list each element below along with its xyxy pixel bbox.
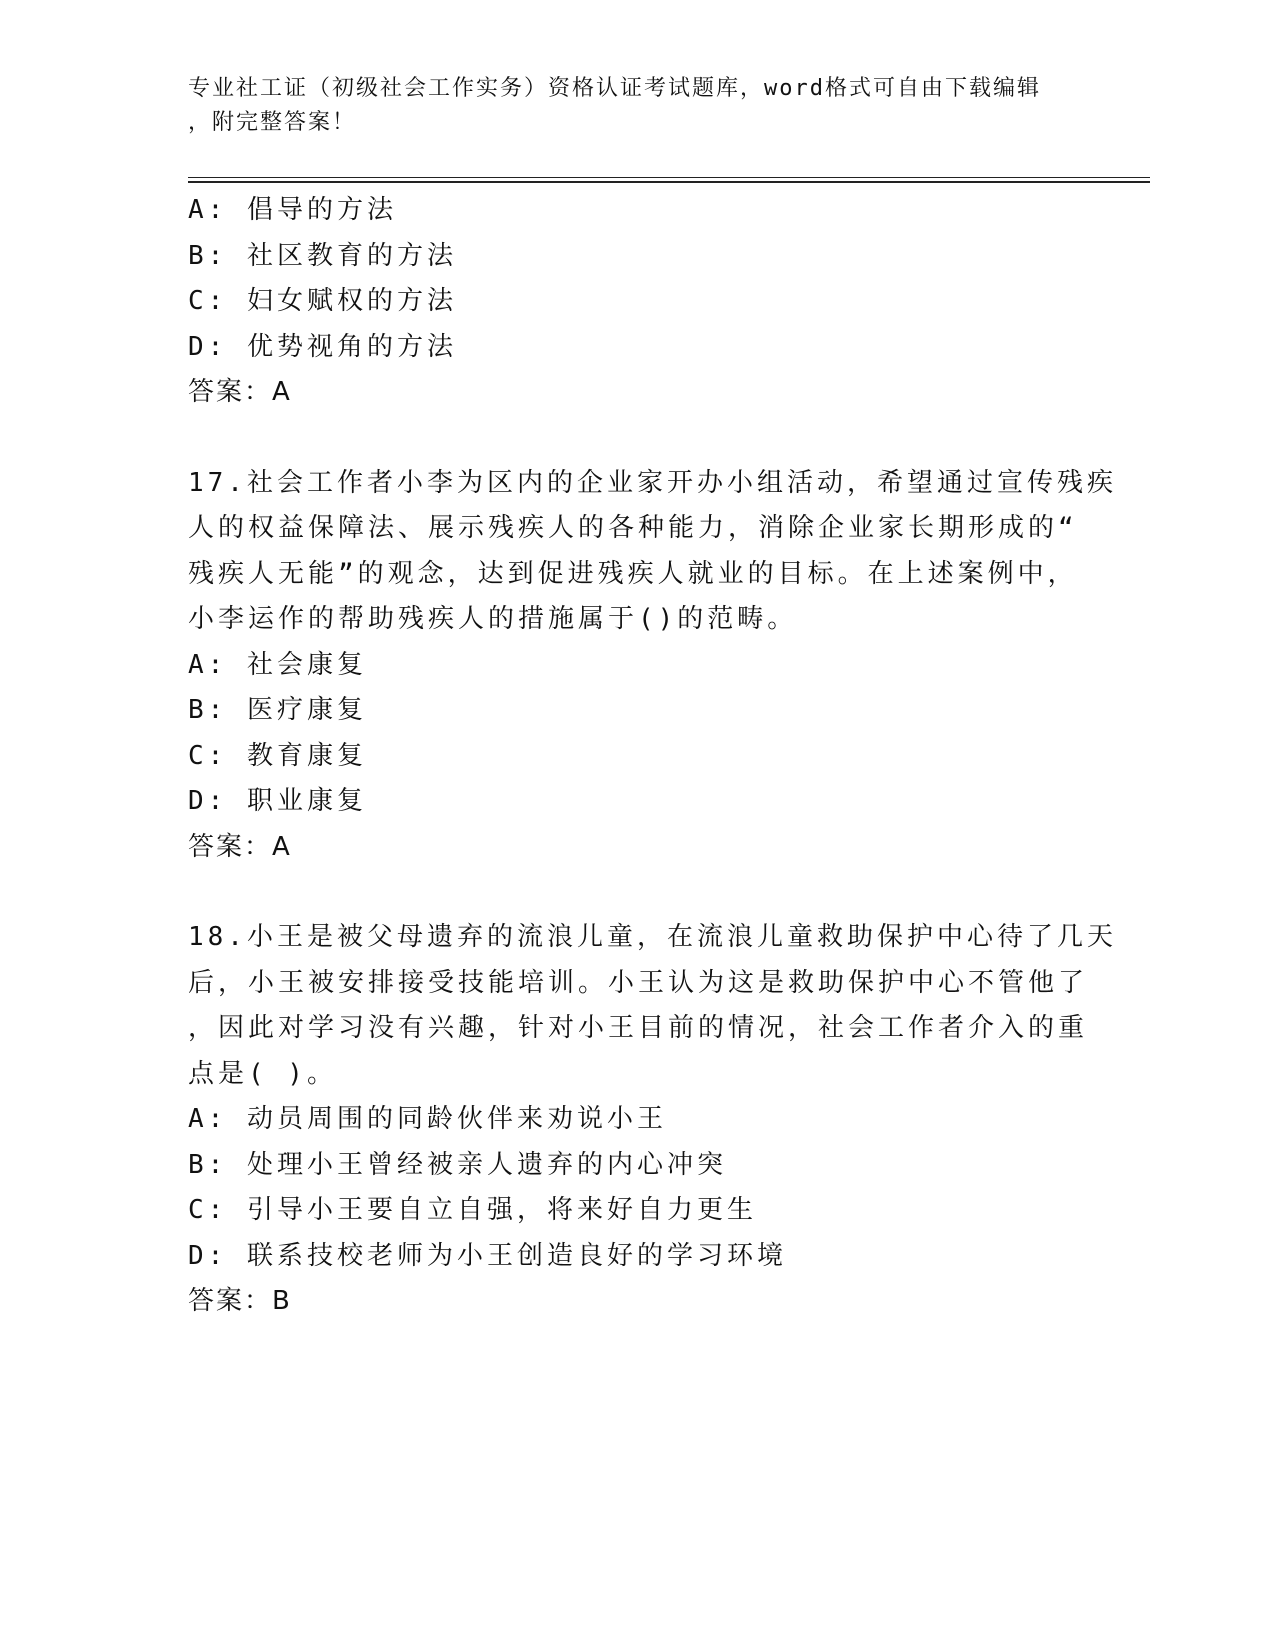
q18-option-c: C: 引导小王要自立自强，将来好自力更生 xyxy=(188,1195,757,1225)
q17-text-line-2: 人的权益保障法、展示残疾人的各种能力，消除企业家长期形成的“ xyxy=(188,513,1078,543)
question-16-block xyxy=(188,188,1088,416)
q17-text-line-1: 17.社会工作者小李为区内的企业家开办小组活动，希望通过宣传残疾 xyxy=(188,467,1117,498)
q17-option-c: C: 教育康复 xyxy=(188,740,367,771)
header-line-1: 专业社工证（初级社会工作实务）资格认证考试题库，word格式可自由下载编辑 xyxy=(188,76,1041,101)
q18-text-line-2: 后，小王被安排接受技能培训。小王认为这是救助保护中心不管他了 xyxy=(188,967,1089,998)
q18-text-line-1: 18.小王是被父母遗弃的流浪儿童，在流浪儿童救助保护中心待了几天 xyxy=(188,922,1117,952)
q18-text-line-3: ，因此对学习没有兴趣，针对小王目前的情况，社会工作者介入的重 xyxy=(188,1013,1089,1043)
q16-option-b: B: 社区教育的方法 xyxy=(188,240,457,271)
q17-option-a: A: 社会康复 xyxy=(188,649,367,680)
q16-option-a: A: 倡导的方法 xyxy=(188,195,397,225)
q17-option-b: B: 医疗康复 xyxy=(188,695,367,725)
header-divider-thick xyxy=(188,181,1150,183)
spacer xyxy=(188,870,1088,915)
header-line-2: ，附完整答案！ xyxy=(188,110,357,135)
document-header xyxy=(188,72,1078,140)
q17-text-line-4: 小李运作的帮助残疾人的措施属于()的范畴。 xyxy=(188,604,798,634)
question-18-block xyxy=(188,915,1117,1325)
q17-answer: 答案：A xyxy=(188,831,292,862)
q18-option-a: A: 动员周围的同龄伙伴来劝说小王 xyxy=(188,1104,667,1134)
q16-answer: 答案：A xyxy=(188,377,292,407)
q18-option-b: B: 处理小王曾经被亲人遗弃的内心冲突 xyxy=(188,1149,727,1180)
q17-text-line-3: 残疾人无能”的观念，达到促进残疾人就业的目标。在上述案例中， xyxy=(188,558,1078,589)
q16-option-c: C: 妇女赋权的方法 xyxy=(188,286,457,316)
spacer xyxy=(188,416,1088,461)
q17-option-d: D: 职业康复 xyxy=(188,786,367,816)
q18-option-d: D: 联系技校老师为小王创造良好的学习环境 xyxy=(188,1240,787,1271)
header-divider-thin xyxy=(188,177,1150,178)
q16-option-d: D: 优势视角的方法 xyxy=(188,331,457,362)
question-17-block xyxy=(188,461,1117,871)
q18-text-line-4: 点是( )。 xyxy=(188,1058,337,1089)
q18-answer: 答案：B xyxy=(188,1286,292,1316)
question-content xyxy=(188,188,1117,1325)
